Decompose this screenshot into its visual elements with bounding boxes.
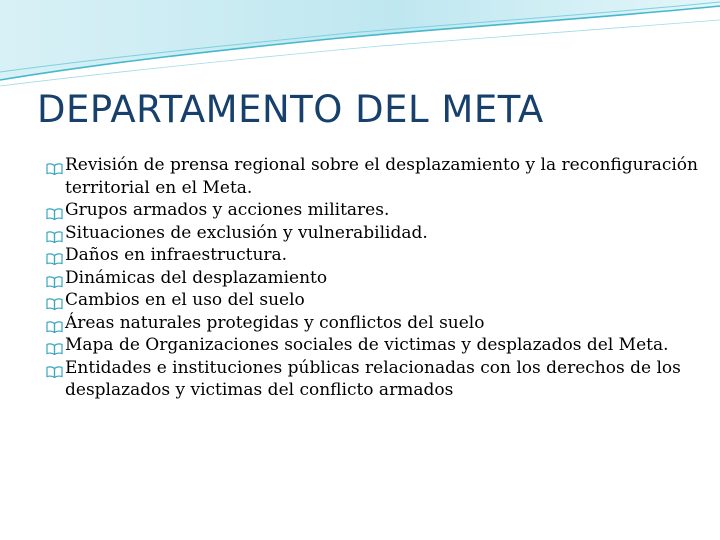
bullet-item [46,199,698,222]
header-wave-decoration [0,0,720,90]
bullet-text: Áreas naturales protegidas y conflictos del suelo [65,312,485,333]
bullet-text: Revisión de prensa regional sobre el desplazamiento y la reconfiguración territorial en el Meta. [65,155,698,198]
bullet-item [46,312,698,335]
open-book-icon [46,362,63,374]
bullet-item [46,222,698,245]
open-book-icon [46,249,63,261]
bullet-list [46,154,698,402]
bullet-item [46,357,698,402]
bullet-item [46,334,698,357]
bullet-text: Dinámicas del desplazamiento [65,267,328,288]
open-book-icon [46,227,63,239]
bullet-item [46,154,698,199]
open-book-icon [46,204,63,216]
bullet-text: Mapa de Organizaciones sociales de victimas y desplazados del Meta. [65,335,669,355]
bullet-item [46,244,698,267]
bullet-item [46,267,698,290]
bullet-text: Daños en infraestructura. [65,245,288,265]
bullet-text: Situaciones de exclusión y vulnerabilidad. [65,222,428,243]
open-book-icon [46,294,63,306]
bullet-text: Entidades e instituciones públicas relacionadas con los derechos de los desplazados y victimas del conflicto armados [65,357,681,400]
slide-title: DEPARTAMENTO DEL META [37,88,544,131]
open-book-icon [46,339,63,351]
open-book-icon [46,272,63,284]
open-book-icon [46,159,63,171]
open-book-icon [46,317,63,329]
bullet-text: Cambios en el uso del suelo [65,290,305,310]
bullet-text: Grupos armados y acciones militares. [65,200,390,220]
bullet-item [46,289,698,312]
